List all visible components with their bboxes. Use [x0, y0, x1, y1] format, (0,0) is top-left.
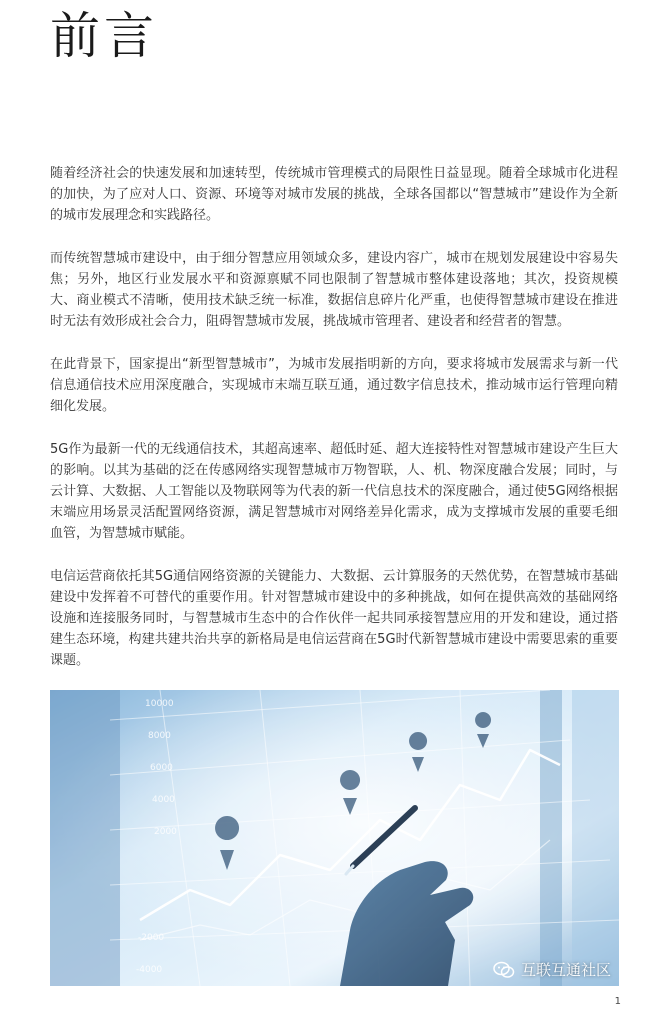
hero-illustration: [50, 690, 619, 986]
paragraph-4: 5G作为最新一代的无线通信技术，其超高速率、超低时延、超大连接特性对智慧城市建设产生巨大的影响。以其为基础的泛在传感网络实现智慧城市万物智联，人、机、物深度融合发展；同时，与云计算、大数据、人工智能以及物联网等为代表的新一代信息技术的深度融合，通过使5G网络根据末端应用场景灵活配置网络资源，满足智慧城市对网络差异化需求，成为支撑城市发展的重要毛细血管，为智慧城市赋能。: [50, 442, 618, 541]
hero-image: [50, 690, 619, 986]
page-title: 前言: [50, 7, 158, 65]
paragraph-3: 在此背景下，国家提出“新型智慧城市”，为城市发展指明新的方向，要求将城市发展需求与新一代信息通信技术应用深度融合，实现城市末端互联互通，通过数字信息技术，推动城市运行管理向精细化发展。: [50, 357, 618, 414]
axis-label: 4000: [152, 795, 175, 805]
wechat-icon: [493, 961, 515, 979]
watermark-text: 互联互通社区: [520, 961, 611, 979]
axis-label: -2000: [138, 933, 165, 943]
paragraph-5: 电信运营商依托其5G通信网络资源的关键能力、大数据、云计算服务的天然优势，在智慧城市基础建设中发挥着不可替代的重要作用。针对智慧城市建设中的多种挑战，如何在提供高效的基础网络设施和连接服务同时，与智慧城市生态中的合作伙伴一起共同承接智慧应用的开发和建设，通过搭建生态环境，构建共建共治共享的新格局是电信运营商在5G时代新智慧城市建设中需要思索的重要课题。: [50, 569, 618, 668]
axis-label: 8000: [148, 731, 171, 741]
watermark: [493, 959, 611, 980]
axis-label: 2000: [154, 827, 177, 837]
page-number: 1: [614, 996, 621, 1007]
paragraph-2: 而传统智慧城市建设中，由于细分智慧应用领域众多，建设内容广，城市在规划发展建设中容易失焦；另外，地区行业发展水平和资源禀赋不同也限制了智慧城市整体建设落地；其次，投资规模大、商业模式不清晰，使用技术缺乏统一标准，数据信息碎片化严重，也使得智慧城市建设在推进时无法有效形成社会合力，阻碍智慧城市发展，挑战城市管理者、建设者和经营者的智慧。: [50, 251, 618, 329]
preface-body: [50, 163, 618, 693]
axis-label: 6000: [150, 763, 173, 773]
paragraph-1: 随着经济社会的快速发展和加速转型，传统城市管理模式的局限性日益显现。随着全球城市化进程的加快，为了应对人口、资源、环境等对城市发展的挑战，全球各国都以“智慧城市”建设作为全新的城市发展理念和实践路径。: [50, 166, 618, 223]
axis-label: -4000: [136, 965, 163, 975]
axis-label: 10000: [145, 699, 174, 709]
